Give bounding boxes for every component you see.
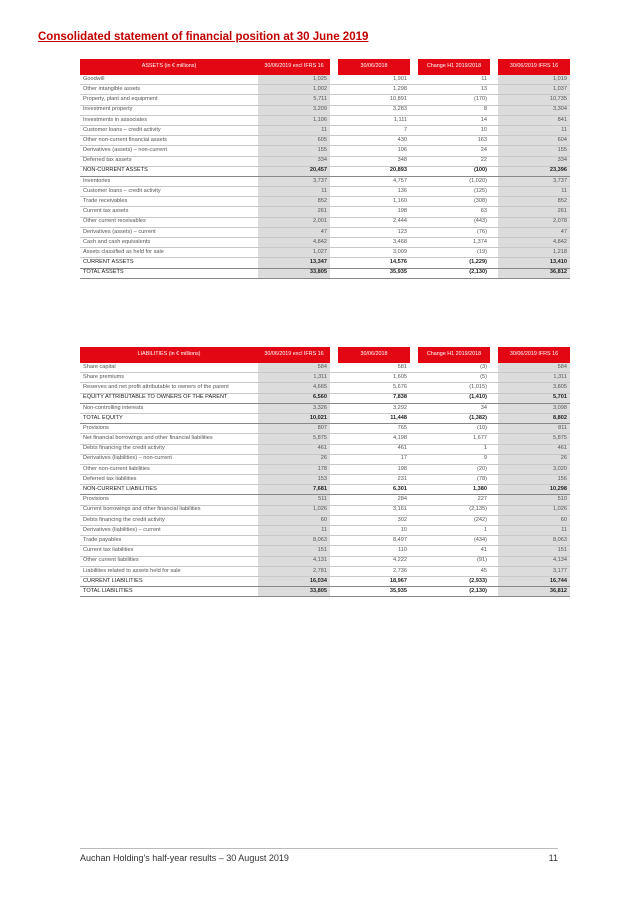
row-label: Net financial borrowings and other financial liabilities <box>80 434 258 444</box>
row-label: Other non-current liabilities <box>80 464 258 474</box>
row-value: 6,301 <box>338 485 410 495</box>
row-value: 47 <box>258 227 330 237</box>
row-value: 9 <box>418 454 490 464</box>
row-value: 11 <box>258 125 330 135</box>
row-value: 3,292 <box>338 403 410 413</box>
row-value: 5,676 <box>338 383 410 393</box>
row-value: 11 <box>258 526 330 536</box>
row-value: 604 <box>498 136 570 146</box>
row-value: 1,160 <box>338 197 410 207</box>
row-value: 1,106 <box>258 115 330 125</box>
table-total-row <box>80 587 570 597</box>
table-row <box>80 95 570 105</box>
row-label: TOTAL ASSETS <box>80 268 258 278</box>
row-value: (76) <box>418 227 490 237</box>
row-value: 1,901 <box>338 75 410 85</box>
table-row <box>80 197 570 207</box>
row-label: Other current liabilities <box>80 556 258 566</box>
row-value: 3,098 <box>498 403 570 413</box>
row-value: 4,134 <box>498 556 570 566</box>
row-label: Trade receivables <box>80 197 258 207</box>
row-value: 1 <box>418 526 490 536</box>
row-value: 1,037 <box>498 85 570 95</box>
row-value: 2,001 <box>258 217 330 227</box>
row-label: Reserves and net profit attributable to owners of the parent <box>80 383 258 393</box>
row-value: (125) <box>418 187 490 197</box>
table-row <box>80 187 570 197</box>
row-value: 16,034 <box>258 576 330 586</box>
table-row <box>80 146 570 156</box>
table-row <box>80 546 570 556</box>
row-value: 1,380 <box>418 485 490 495</box>
row-label: Share capital <box>80 363 258 373</box>
table-row <box>80 125 570 135</box>
row-value: 10 <box>338 526 410 536</box>
table-row <box>80 217 570 227</box>
row-value: 11 <box>498 526 570 536</box>
row-value: 3,304 <box>498 105 570 115</box>
row-value: 11 <box>258 187 330 197</box>
row-value: 7,838 <box>338 393 410 403</box>
row-value: 8 <box>418 105 490 115</box>
row-label: Debts financing the credit activity <box>80 515 258 525</box>
row-value: 47 <box>498 227 570 237</box>
row-value: 123 <box>338 227 410 237</box>
row-label: Trade payables <box>80 536 258 546</box>
row-value: 3,009 <box>338 248 410 258</box>
table-row <box>80 248 570 258</box>
row-value: 156 <box>498 475 570 485</box>
row-value: 461 <box>338 444 410 454</box>
assets-header-prior: 30/06/2018 <box>338 59 410 75</box>
row-label: Debts financing the credit activity <box>80 444 258 454</box>
row-value: 5,701 <box>498 393 570 403</box>
row-value: 35,935 <box>338 268 410 278</box>
row-label: NON-CURRENT ASSETS <box>80 166 258 176</box>
row-value: (170) <box>418 95 490 105</box>
row-label: Deferred tax liabilities <box>80 475 258 485</box>
liabilities-header-ifrs16-excl: 30/06/2019 excl IFRS 16 <box>258 347 330 363</box>
row-value: 4,131 <box>258 556 330 566</box>
row-value: 3,177 <box>498 566 570 576</box>
row-value: 60 <box>498 515 570 525</box>
row-value: 1,605 <box>338 373 410 383</box>
row-value: 1,311 <box>258 373 330 383</box>
row-value: (5) <box>418 373 490 383</box>
row-value: 155 <box>258 146 330 156</box>
row-value: 334 <box>498 156 570 166</box>
table-row <box>80 238 570 248</box>
row-label: Other current receivables <box>80 217 258 227</box>
row-label: CURRENT LIABILITIES <box>80 576 258 586</box>
table-total-row <box>80 576 570 586</box>
row-value: 5,875 <box>498 434 570 444</box>
row-value: 16,744 <box>498 576 570 586</box>
row-value: 852 <box>258 197 330 207</box>
row-value: 1,374 <box>418 238 490 248</box>
assets-header-ifrs16: 30/06/2019 IFRS 16 <box>498 59 570 75</box>
row-value: 1,026 <box>498 505 570 515</box>
row-value: 1,111 <box>338 115 410 125</box>
row-value: 13 <box>418 85 490 95</box>
row-value: 1,002 <box>258 85 330 95</box>
row-label: Investments in associates <box>80 115 258 125</box>
row-value: 231 <box>338 475 410 485</box>
row-value: 581 <box>338 363 410 373</box>
row-label: Inventories <box>80 176 258 186</box>
footer-text: Auchan Holding's half-year results – 30 August 2019 <box>80 853 289 863</box>
row-value: 2,444 <box>338 217 410 227</box>
row-label: Current tax assets <box>80 207 258 217</box>
row-value: (78) <box>418 475 490 485</box>
row-value: (308) <box>418 197 490 207</box>
row-value: 26 <box>498 454 570 464</box>
row-value: 4,222 <box>338 556 410 566</box>
row-value: 198 <box>338 207 410 217</box>
table-row <box>80 85 570 95</box>
row-value: 4,757 <box>338 176 410 186</box>
row-value: 8,063 <box>258 536 330 546</box>
assets-table <box>80 59 570 279</box>
table-row <box>80 556 570 566</box>
row-value: 198 <box>338 464 410 474</box>
row-value: 10,735 <box>498 95 570 105</box>
row-value: 11,448 <box>338 413 410 423</box>
row-value: 4,198 <box>338 434 410 444</box>
page-title: Consolidated statement of financial position at 30 June 2019 <box>38 31 369 43</box>
row-value: 3,326 <box>258 403 330 413</box>
table-total-row <box>80 268 570 278</box>
table-row <box>80 566 570 576</box>
row-value: 3,737 <box>498 176 570 186</box>
row-value: 63 <box>418 207 490 217</box>
row-value: 1,027 <box>258 248 330 258</box>
row-value: 2,781 <box>258 566 330 576</box>
row-value: 4,665 <box>258 383 330 393</box>
row-label: Non-controlling interests <box>80 403 258 413</box>
table-row <box>80 475 570 485</box>
table-row <box>80 115 570 125</box>
table-row <box>80 434 570 444</box>
row-value: 13,347 <box>258 258 330 268</box>
table-total-row <box>80 485 570 495</box>
row-label: TOTAL EQUITY <box>80 413 258 423</box>
row-value: 3,283 <box>338 105 410 115</box>
row-value: 284 <box>338 495 410 505</box>
table-row <box>80 536 570 546</box>
row-value: (1,410) <box>418 393 490 403</box>
row-value: 3,737 <box>258 176 330 186</box>
row-value: 510 <box>498 495 570 505</box>
table-row <box>80 373 570 383</box>
row-value: 4,842 <box>258 238 330 248</box>
row-value: (242) <box>418 515 490 525</box>
row-label: Deferred tax assets <box>80 156 258 166</box>
row-value: 3,805 <box>498 383 570 393</box>
row-label: TOTAL LIABILITIES <box>80 587 258 597</box>
row-label: Investment property <box>80 105 258 115</box>
row-label: Other intangible assets <box>80 85 258 95</box>
row-value: (1,020) <box>418 176 490 186</box>
row-value: 7 <box>338 125 410 135</box>
row-value: 110 <box>338 546 410 556</box>
row-value: (91) <box>418 556 490 566</box>
row-label: Other non-current financial assets <box>80 136 258 146</box>
table-row <box>80 136 570 146</box>
table-row <box>80 156 570 166</box>
row-value: 155 <box>498 146 570 156</box>
row-value: 163 <box>418 136 490 146</box>
row-value: 60 <box>258 515 330 525</box>
row-value: 584 <box>258 363 330 373</box>
row-value: 35,935 <box>338 587 410 597</box>
liabilities-header-prior: 30/06/2018 <box>338 347 410 363</box>
row-value: (2,130) <box>418 268 490 278</box>
assets-header-ifrs16-excl: 30/06/2019 excl IFRS 16 <box>258 59 330 75</box>
row-value: 3,161 <box>338 505 410 515</box>
table-row <box>80 505 570 515</box>
row-value: 11 <box>498 125 570 135</box>
assets-header-row <box>80 59 570 75</box>
row-value: 348 <box>338 156 410 166</box>
row-value: 261 <box>498 207 570 217</box>
liabilities-table <box>80 347 570 597</box>
row-value: 36,812 <box>498 587 570 597</box>
row-value: 841 <box>498 115 570 125</box>
table-row <box>80 363 570 373</box>
table-row <box>80 444 570 454</box>
row-value: 5,875 <box>258 434 330 444</box>
row-value: 14,576 <box>338 258 410 268</box>
row-value: 34 <box>418 403 490 413</box>
row-value: 8,063 <box>498 536 570 546</box>
row-value: 765 <box>338 424 410 434</box>
row-label: Customer loans – credit activity <box>80 125 258 135</box>
table-row <box>80 515 570 525</box>
row-value: 11 <box>418 75 490 85</box>
row-value: 852 <box>498 197 570 207</box>
row-value: 11 <box>498 187 570 197</box>
row-value: 1,298 <box>338 85 410 95</box>
row-value: (434) <box>418 536 490 546</box>
table-total-row <box>80 413 570 423</box>
row-label: Customer loans – credit activity <box>80 187 258 197</box>
row-value: (2,933) <box>418 576 490 586</box>
row-value: (10) <box>418 424 490 434</box>
page-footer <box>80 848 558 863</box>
row-value: (1,382) <box>418 413 490 423</box>
row-value: 26 <box>258 454 330 464</box>
row-value: 153 <box>258 475 330 485</box>
row-value: 106 <box>338 146 410 156</box>
row-label: Derivatives (liabilities) – current <box>80 526 258 536</box>
page-number: 11 <box>548 853 558 863</box>
table-row <box>80 495 570 505</box>
row-value: 151 <box>498 546 570 556</box>
row-value: (2,135) <box>418 505 490 515</box>
table-row <box>80 75 570 85</box>
liabilities-header-row <box>80 347 570 363</box>
row-value: 334 <box>258 156 330 166</box>
row-value: 461 <box>498 444 570 454</box>
row-value: 178 <box>258 464 330 474</box>
row-value: 10,298 <box>498 485 570 495</box>
row-value: 511 <box>258 495 330 505</box>
table-row <box>80 176 570 186</box>
row-label: NON-CURRENT LIABILITIES <box>80 485 258 495</box>
row-value: (1,229) <box>418 258 490 268</box>
row-value: 10,891 <box>338 95 410 105</box>
table-row <box>80 105 570 115</box>
row-value: 461 <box>258 444 330 454</box>
row-value: 584 <box>498 363 570 373</box>
table-row <box>80 207 570 217</box>
table-row <box>80 454 570 464</box>
row-label: Goodwill <box>80 75 258 85</box>
row-label: Provisions <box>80 495 258 505</box>
row-label: Property, plant and equipment <box>80 95 258 105</box>
row-label: Liabilities related to assets held for sale <box>80 566 258 576</box>
table-row <box>80 464 570 474</box>
row-value: 605 <box>258 136 330 146</box>
row-value: 807 <box>258 424 330 434</box>
table-row <box>80 227 570 237</box>
table-total-row <box>80 166 570 176</box>
row-value: 8,802 <box>498 413 570 423</box>
row-value: (100) <box>418 166 490 176</box>
table-row <box>80 383 570 393</box>
row-label: Current borrowings and other financial liabilities <box>80 505 258 515</box>
row-value: 20,457 <box>258 166 330 176</box>
row-value: 4,842 <box>498 238 570 248</box>
row-value: 261 <box>258 207 330 217</box>
row-value: (19) <box>418 248 490 258</box>
row-value: 3,468 <box>338 238 410 248</box>
row-label: Cash and cash equivalents <box>80 238 258 248</box>
row-label: Derivatives (assets) – current <box>80 227 258 237</box>
liabilities-header-change: Change H1 2019/2018 <box>418 347 490 363</box>
row-label: Current tax liabilities <box>80 546 258 556</box>
row-value: 6,560 <box>258 393 330 403</box>
row-value: 811 <box>498 424 570 434</box>
row-value: 41 <box>418 546 490 556</box>
table-total-row <box>80 258 570 268</box>
table-row <box>80 403 570 413</box>
row-label: Provisions <box>80 424 258 434</box>
assets-header-change: Change H1 2019/2018 <box>418 59 490 75</box>
row-value: 13,410 <box>498 258 570 268</box>
row-value: 10,021 <box>258 413 330 423</box>
row-value: 1,311 <box>498 373 570 383</box>
row-value: 10 <box>418 125 490 135</box>
row-value: 227 <box>418 495 490 505</box>
row-value: 151 <box>258 546 330 556</box>
row-value: 33,805 <box>258 268 330 278</box>
row-value: 17 <box>338 454 410 464</box>
row-value: 23,396 <box>498 166 570 176</box>
row-value: (443) <box>418 217 490 227</box>
row-value: 33,805 <box>258 587 330 597</box>
liabilities-header-label: LIABILITIES (in € millions) <box>80 347 258 363</box>
table-row <box>80 526 570 536</box>
row-value: 302 <box>338 515 410 525</box>
row-value: 1,026 <box>258 505 330 515</box>
row-value: 45 <box>418 566 490 576</box>
row-label: Derivatives (assets) – non-current <box>80 146 258 156</box>
row-value: 1,025 <box>258 75 330 85</box>
row-value: 22 <box>418 156 490 166</box>
row-value: 24 <box>418 146 490 156</box>
table-row <box>80 424 570 434</box>
row-value: (3) <box>418 363 490 373</box>
row-value: (20) <box>418 464 490 474</box>
row-value: 1,019 <box>498 75 570 85</box>
row-value: (2,130) <box>418 587 490 597</box>
row-value: 7,681 <box>258 485 330 495</box>
row-value: 1,218 <box>498 248 570 258</box>
table-total-row <box>80 393 570 403</box>
row-value: 1,677 <box>418 434 490 444</box>
assets-header-label: ASSETS (in € millions) <box>80 59 258 75</box>
row-label: Assets classified as held for sale <box>80 248 258 258</box>
row-value: 2,078 <box>498 217 570 227</box>
row-value: 5,711 <box>258 95 330 105</box>
row-value: 8,497 <box>338 536 410 546</box>
row-value: (1,015) <box>418 383 490 393</box>
row-label: Derivatives (liabilities) – non-current <box>80 454 258 464</box>
row-label: CURRENT ASSETS <box>80 258 258 268</box>
row-label: Share premiums <box>80 373 258 383</box>
liabilities-header-ifrs16: 30/06/2019 IFRS 16 <box>498 347 570 363</box>
row-value: 14 <box>418 115 490 125</box>
row-value: 3,020 <box>498 464 570 474</box>
row-value: 136 <box>338 187 410 197</box>
row-label: EQUITY ATTRIBUTABLE TO OWNERS OF THE PARENT <box>80 393 258 403</box>
row-value: 20,893 <box>338 166 410 176</box>
row-value: 1 <box>418 444 490 454</box>
row-value: 18,967 <box>338 576 410 586</box>
row-value: 36,812 <box>498 268 570 278</box>
row-value: 2,736 <box>338 566 410 576</box>
row-value: 430 <box>338 136 410 146</box>
row-value: 3,209 <box>258 105 330 115</box>
